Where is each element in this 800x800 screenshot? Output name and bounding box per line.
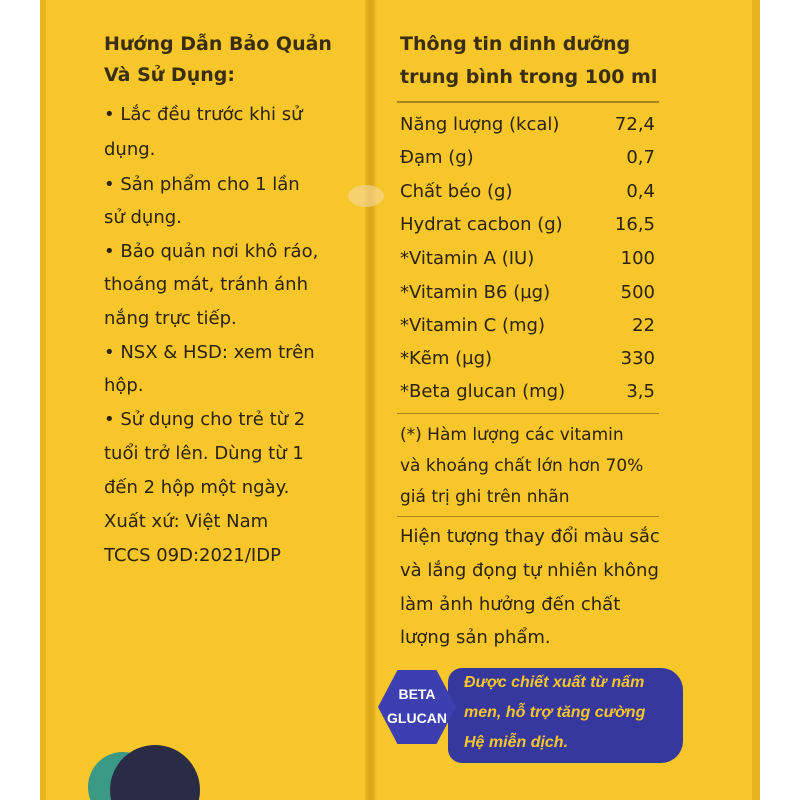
beta-glucan-callout [378,668,688,763]
note-line: làm ảnh hưởng đến chất [400,594,621,615]
storage-line: hộp. [104,375,144,396]
storage-line: • NSX & HSD: xem trên [104,342,315,363]
storage-heading-line2: Và Sử Dụng: [104,64,235,86]
nutrition-name: *Vitamin B6 (µg) [400,282,551,303]
nutrition-name: *Vitamin C (mg) [400,315,545,336]
origin-line: Xuất xứ: Việt Nam [104,511,269,532]
storage-heading-line1: Hướng Dẫn Bảo Quản [104,33,332,55]
callout-text-line: Hệ miễn dịch. [464,734,569,751]
panel-left-fold [40,0,46,800]
nutrition-value: 500 [620,282,655,303]
nutrition-name: Chất béo (g) [400,181,513,202]
nutrition-name: Hydrat cacbon (g) [400,214,563,235]
badge-text-line1: BETA [398,686,436,702]
footnote-rule [397,516,659,517]
nutrition-value: 72,4 [614,114,655,135]
nutrition-name: *Kẽm (µg) [400,348,493,369]
nutrition-name: Đạm (g) [400,147,474,168]
storage-line: • Bảo quản nơi khô ráo, [104,241,319,262]
callout-text-line: men, hỗ trợ tăng cường [464,704,646,721]
note-line: Hiện tượng thay đổi màu sắc [400,526,660,547]
nutrition-value: 16,5 [614,214,655,235]
nutrition-value: 0,4 [626,181,655,202]
nutrition-name: Năng lượng (kcal) [400,114,560,135]
footnote-line: và khoáng chất lớn hơn 70% [400,456,644,476]
nutrition-value: 3,5 [626,381,655,402]
badge-text-line2: GLUCAN [387,710,447,726]
panel-fold-divider [365,0,377,800]
storage-line: tuổi trở lên. Dùng từ 1 [104,443,304,464]
standard-code-line: TCCS 09D:2021/IDP [104,545,281,566]
nutrition-value: 100 [620,248,655,269]
nutrition-header-rule [397,101,659,103]
storage-line: thoáng mát, tránh ánh [104,274,309,295]
footnote-line: (*) Hàm lượng các vitamin [400,425,624,445]
print-mark [348,185,384,207]
storage-line: đến 2 hộp một ngày. [104,477,290,498]
nutrition-value: 330 [620,348,655,369]
storage-line: • Sản phẩm cho 1 lần [104,174,300,195]
callout-text-line: Được chiết xuất từ nấm [464,674,645,691]
nutrition-heading-line1: Thông tin dinh dưỡng [400,33,631,55]
storage-line: • Lắc đều trước khi sử [104,104,303,125]
nutrition-name: *Vitamin A (IU) [400,248,535,269]
note-line: lượng sản phẩm. [400,627,551,648]
beta-glucan-badge [378,670,456,744]
storage-line: nắng trực tiếp. [104,308,237,329]
storage-line: • Sử dụng cho trẻ từ 2 [104,409,306,430]
nutrition-value: 0,7 [626,147,655,168]
nutrition-name: *Beta glucan (mg) [400,381,566,402]
panel-right-fold [752,0,760,800]
nutrition-heading-line2: trung bình trong 100 ml [400,66,658,88]
nutrition-value: 22 [632,315,655,336]
storage-line: dụng. [104,139,156,160]
nutrition-table-rule [397,413,659,414]
note-line: và lắng đọng tự nhiên không [400,560,659,581]
footnote-line: giá trị ghi trên nhãn [400,487,570,507]
storage-line: sử dụng. [104,207,182,228]
